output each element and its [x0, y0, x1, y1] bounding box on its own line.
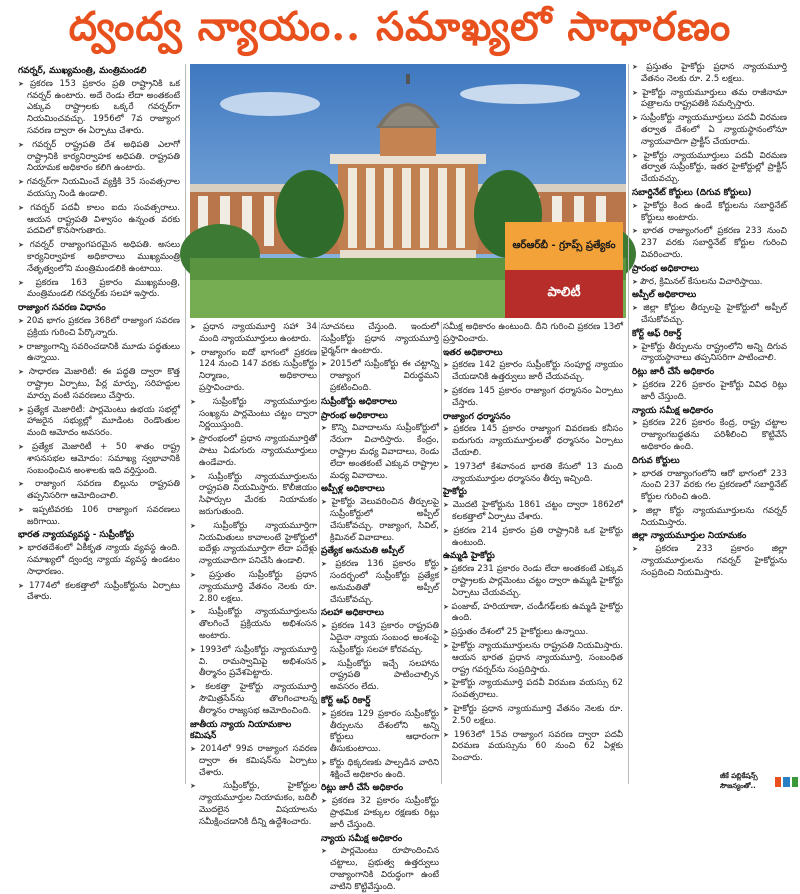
bullet: ➤ ప్రధాన న్యాయమూర్తి సహా 34 మంది న్యాయమూర్తులు ఉంటారు. [190, 322, 317, 346]
section-heading: రిట్లు జారీ చేసే అధికారం [632, 367, 715, 378]
credit-text: జీకే పబ్లికేషన్స్ సౌజన్యంతో.. [720, 772, 758, 790]
logo-square-icon [792, 777, 798, 787]
topic-tag [505, 222, 623, 318]
bullet: ➤ ప్రస్తుతం సుప్రీంకోర్టు ప్రధాన న్యాయమూర్తి వేతనం నెలకు రూ. 2.80 లక్షలు. [190, 570, 317, 605]
bullet: ➤ హైకోర్టు వెలువరించిన తీర్పులపై సుప్రీంకోర్టులో అప్పీల్ చేసుకోవచ్చు. రాజ్యాంగ, సివిల్, క్రిమినల్ వివాదాలు. [321, 497, 439, 544]
section-heading: దిగువ కోర్టులు [632, 455, 680, 466]
bullet: ➤ 1993లో సుప్రీంకోర్టు న్యాయమూర్తి వి. రామస్వామిపై అభిశంసన తీర్మానం ప్రవేశపెట్టారు. [190, 645, 317, 680]
sub-heading: కోర్ట్ ఆఫ్ రికార్డ్ [321, 695, 371, 706]
bullet: ➤ ఇప్పటివరకు 106 రాజ్యాంగ సవరణలు జరిగాయి. [18, 505, 180, 529]
bullet: ➤ పార్లమెంటు రూపొందించిన చట్టాలు, ప్రభుత్వ ఉత్తర్వులు రాజ్యాంగానికి విరుద్ధంగా ఉంటే వాటిని కొట్టివేస్తుంది. [321, 846, 439, 893]
section-heading: కోర్ట్ ఆఫ్ రికార్డ్ [632, 328, 682, 339]
bullet: ➤ ప్రకరణ 136 ప్రకారం కోర్టు సందర్భంలో సుప్రీంకోర్టు ప్రత్యేక అనుమతితో అప్పీల్ చేసుకోవచ్చు. [321, 559, 439, 606]
bullet: ➤ 20వ భాగం ప్రకరణ 368లో రాజ్యాంగ సవరణ ప్రక్రియ గురించి పేర్కొన్నారు. [18, 316, 180, 340]
bullet: ➤ ప్రకరణ 231 ప్రకారం రెండు లేదా అంతకంటే ఎక్కువ రాష్ట్రాలకు పార్లమెంటు చట్టం ద్వారా ఉమ్మడి హైకోర్టు ఏర్పాటు చేయవచ్చు. [443, 564, 623, 599]
bullet: ➤ పౌర, క్రిమినల్ కేసులను విచారిస్తాయి. [632, 277, 787, 289]
column-divider [319, 322, 320, 784]
footer-credit [720, 774, 798, 790]
column-4-content [443, 322, 623, 784]
bullet: ➤ సుప్రీంకోర్టు న్యాయమూర్తుల సంఖ్యను పార్లమెంటు చట్టం ద్వారా నిర్ణయిస్తుంది. [190, 397, 317, 432]
bullet: ➤ సుప్రీంకోర్టు న్యాయమూర్తులు పదవీ విరమణ తర్వాత దేశంలో ఏ న్యాయస్థానంలోనూ న్యాయవాదిగా ప్రాక్టీస్ చేయరాదు. [632, 113, 787, 148]
bullet: ➤ సుప్రీంకోర్టు, హైకోర్టుల న్యాయమూర్తుల నియామకం, బదిలీ మొదలైన విషయాలను సమీక్షించడానికి దీన్ని ఉద్దేశించారు. [190, 781, 317, 828]
bullet: ➤ ప్రస్తుతం దేశంలో 25 హైకోర్టులు ఉన్నాయి. [443, 627, 623, 639]
column-divider [441, 322, 442, 784]
bullet: ➤ పంజాబ్, హరియాణా, చండీగఢ్‌లకు ఉమ్మడి హైకోర్టు ఉంది. [443, 602, 623, 626]
bullet: ➤ కొన్ని వివాదాలను సుప్రీంకోర్టులో నేరుగా విచారిస్తారు. కేంద్రం, రాష్ట్రాల మధ్య వివాదాలు, రెండు లేదా అంతకంటే ఎక్కువ రాష్ట్రాల మధ్య వివాదాలు. [321, 423, 439, 482]
section-heading: సుప్రీంకోర్టు అధికారాలు [321, 396, 398, 407]
bullet: ➤ హైకోర్టు కింద ఉండే కోర్టులను సబార్డినేట్ కోర్టులు అంటారు. [632, 201, 787, 225]
section-heading: భారత న్యాయవ్యవస్థ - సుప్రీంకోర్టు [18, 530, 135, 541]
column-3 [321, 322, 440, 892]
section-heading: హైకోర్టు [443, 487, 467, 498]
bullet: ➤ సాధారణ మెజారిటీ: ఈ పద్ధతి ద్వారా కొత్త రాష్ట్రాల ఏర్పాటు, పేర్ల మార్పు, సరిహద్దుల మార్పు వంటి సవరణలు చేస్తారు. [18, 367, 180, 402]
logo-square-icon [775, 777, 781, 787]
bullet: ➤ సుప్రీంకోర్టు న్యాయమూర్తులను రాష్ట్రపతి నియమిస్తారు. కొలీజియం సిఫార్సుల మేరకు నియామకం జరుగుతుంది. [190, 472, 317, 519]
bullet: ➤ 1963లో 15వ రాజ్యాంగ సవరణ ద్వారా పదవీ విరమణ వయస్సును 60 నుంచి 62 ఏళ్లకు పెంచారు. [443, 730, 623, 765]
bullet: ➤ సుప్రీంకోర్టు న్యాయమూర్తులను తొలగించే ప్రక్రియను అభిశంసన అంటారు. [190, 607, 317, 642]
bullet: ➤ సుప్రీంకోర్టు ఇచ్చే సలహాను రాష్ట్రపతి పాటించాల్సిన అవసరం లేదు. [321, 659, 439, 694]
bullet: ➤ ప్రత్యేక మెజారిటీ: పార్లమెంటు ఉభయ సభల్లో హాజరైన సభ్యుల్లో మూడింట రెండొంతుల మంది ఆమోదం అవసరం. [18, 405, 180, 440]
section-heading: న్యాయ సమీక్ష అధికారం [632, 405, 714, 416]
bullet: ➤ గవర్నర్ పదవీ కాలం ఐదు సంవత్సరాలు. ఆయన రాష్ట్రపతి విశ్వాసం ఉన్నంత వరకు పదవిలో కొనసాగుతారు. [18, 203, 180, 238]
bullet: ➤ మొదటి హైకోర్టును 1861 చట్టం ద్వారా 1862లో కలకత్తాలో ఏర్పాటు చేశారు. [443, 500, 623, 524]
bullet: ➤ ప్రకరణ 129 ప్రకారం సుప్రీంకోర్టు తీర్పులను దేశంలోని అన్ని కోర్టులు ఆధారంగా తీసుకుంటాయి. [321, 709, 439, 756]
bullet: ➤ ప్రకరణ 153 ప్రకారం ప్రతి రాష్ట్రానికి ఒక గవర్నర్ ఉంటారు. అదే రెండు లేదా అంతకంటే ఎక్కువ రాష్ట్రాలకు ఒక్కరే గవర్నర్‌గా నియమించవచ్చు. 1956లో 7వ రాజ్యాంగ సవరణ ద్వారా ఈ ఏర్పాటు చేశారు. [18, 79, 180, 138]
paragraph: సమీక్ష అధికారం ఉంటుంది. దీని గురించి ప్రకరణ 13లో ప్రస్తావించారు. [443, 322, 623, 344]
bullet: ➤ ప్రకరణ 233 ప్రకారం జిల్లా న్యాయమూర్తులను గవర్నర్ హైకోర్టును సంప్రదించి నియమిస్తారు. [632, 544, 787, 579]
bullet: ➤ జిల్లా కోర్టుల తీర్పులపై హైకోర్టులో అప్పీల్ చేసుకోవచ్చు. [632, 303, 787, 327]
sub-heading: ప్రత్యేక అనుమతి అప్పీల్ [321, 546, 404, 557]
bullet: ➤ రాజ్యాంగ సవరణ బిల్లును రాష్ట్రపతి తప్పనిసరిగా ఆమోదించాలి. [18, 479, 180, 503]
bullet: ➤ ప్రకరణ 145 ప్రకారం రాజ్యాంగ వివరణకు కనీసం ఐదుగురు న్యాయమూర్తులతో ధర్మాసనం ఏర్పాటు చేయాలి. [443, 424, 623, 459]
paragraph: సూచనలు చేస్తుంది. ఇందులో సుప్రీంకోర్టు ప్రధాన న్యాయమూర్తి ఛైర్మన్‌గా ఉంటారు. [321, 322, 439, 356]
bullet: ➤ హైకోర్టు న్యాయమూర్తులు తమ రాజీనామా పత్రాలను రాష్ట్రపతికి సమర్పిస్తారు. [632, 88, 787, 112]
bullet: ➤ ప్రకరణ 226 ప్రకారం కేంద్ర, రాష్ట్ర చట్టాల రాజ్యాంగబద్ధతను పరిశీలించి కొట్టివేసే అధికారం ఉంది. [632, 418, 787, 453]
section-heading: అప్పీల్ అధికారాలు [632, 290, 697, 301]
sub-heading: రిట్లు జారీ చేసే అధికారం [321, 783, 404, 794]
bullet: ➤ కోర్టు ధిక్కరణకు పాల్పడిన వారిని శిక్షించే అధికారం ఉంది. [321, 758, 439, 782]
section-heading: జాతీయ న్యాయ నియామకాల కమిషన్ [190, 719, 292, 742]
bullet: ➤ హైకోర్టు తీర్పులను రాష్ట్రంలోని అన్ని దిగువ న్యాయస్థానాలు తప్పనిసరిగా పాటించాలి. [632, 342, 787, 366]
bullet: ➤ హైకోర్టు న్యాయమూర్తులు పదవీ విరమణ తర్వాత సుప్రీంకోర్టు, ఇతర హైకోర్టుల్లో ప్రాక్టీస్ చేయవచ్చు. [632, 151, 787, 186]
section-heading: రాజ్యాంగ ధర్మాసనం [443, 411, 511, 422]
bullet: ➤ ప్రకరణ 145 ప్రకారం రాజ్యాంగ ధర్మాసనం ఏర్పాటు చేస్తారు. [443, 386, 623, 410]
subject-tag: పాలిటీ [505, 270, 623, 318]
sub-heading: సలహా అధికారాలు [321, 608, 384, 619]
bullet: ➤ హైకోర్టు న్యాయమూర్తి పదవీ విరమణ వయస్సు 62 సంవత్సరాలు. [443, 678, 623, 702]
column-2 [190, 322, 318, 827]
bullet: ➤ ప్రకరణ 214 ప్రకారం ప్రతి రాష్ట్రానికి ఒక హైకోర్టు ఉంటుంది. [443, 526, 623, 550]
column-divider [185, 64, 186, 784]
bullet: ➤ 1973లో కేశవానంద భారతి కేసులో 13 మంది న్యాయమూర్తుల ధర్మాసనం తీర్పు ఇచ్చింది. [443, 462, 623, 486]
column-6 [632, 62, 787, 782]
sub-heading: న్యాయ సమీక్ష అధికారం [321, 833, 403, 844]
bullet: ➤ ప్రస్తుతం హైకోర్టు ప్రధాన న్యాయమూర్తి వేతనం నెలకు రూ. 2.5 లక్షలు. [632, 62, 787, 86]
sub-heading: అప్పీళ్ల అధికారాలు [321, 484, 385, 495]
bullet: ➤ గవర్నర్‌గా నియమించే వ్యక్తికి 35 సంవత్సరాల వయస్సు నిండి ఉండాలి. [18, 177, 180, 201]
bullet: ➤ సుప్రీంకోర్టు న్యాయమూర్తిగా నియమితులు కావాలంటే హైకోర్టులో ఐదేళ్లు న్యాయమూర్తిగా లేదా పదేళ్లు న్యాయవాదిగా పనిచేసి ఉండాలి. [190, 521, 317, 568]
section-heading: జిల్లా న్యాయమూర్తుల నియామకం [632, 531, 747, 542]
section-heading: ఉమ్మడి హైకోర్టు [443, 551, 495, 562]
bullet: ➤ 1774లో కలకత్తాలో సుప్రీంకోర్టును ఏర్పాటు చేశారు. [18, 581, 180, 605]
bullet: ➤ ప్రకరణ 143 ప్రకారం రాష్ట్రపతి ఏదైనా న్యాయ సంబంధ అంశంపై సుప్రీంకోర్టు సలహా కోరవచ్చు. [321, 621, 439, 656]
bullet: ➤ హైకోర్టు న్యాయమూర్తులను రాష్ట్రపతి నియమిస్తారు. ఆయన భారత ప్రధాన న్యాయమూర్తి, సంబంధిత రాష్ట్ర గవర్నర్‌ను సంప్రదిస్తారు. [443, 641, 623, 676]
section-heading: ప్రారంభ అధికారాలు [632, 263, 699, 274]
bullet: ➤ ప్రత్యేక మెజారిటీ + 50 శాతం రాష్ట్ర శాసనసభల ఆమోదం: సమాఖ్య స్వభావానికి సంబంధించిన అంశాలకు ఇది వర్తిస్తుంది. [18, 442, 180, 477]
sub-heading: ప్రారంభ అధికారాలు [321, 410, 388, 421]
section-heading: రాజ్యాంగ సవరణ విధానం [18, 303, 106, 314]
section-heading: ఇతర అధికారాలు [443, 347, 503, 358]
bullet: ➤ 2014లో 99వ రాజ్యాంగ సవరణ ద్వారా ఈ కమిషన్‌ను ఏర్పాటు చేశారు. [190, 744, 317, 779]
bullet: ➤ ప్రకరణ 163 ప్రకారం ముఖ్యమంత్రి, మంత్రిమండలి గవర్నర్‌కు సలహా ఇస్తారు. [18, 278, 180, 302]
bullet: ➤ భారత రాజ్యాంగంలో ప్రకరణ 233 నుంచి 237 వరకు సబార్డినేట్ కోర్టుల గురించి వివరించారు. [632, 226, 787, 261]
bullet: ➤ ప్రకరణ 226 ప్రకారం హైకోర్టు వివిధ రిట్లు జారీ చేస్తుంది. [632, 380, 787, 404]
bullet: ➤ భారత రాజ్యాంగంలోని ఆరో భాగంలో 233 నుంచి 237 వరకు గల ప్రకరణలో సబార్డినేట్ కోర్టుల గురించి ఉంది. [632, 469, 787, 504]
bullet: ➤ హైకోర్టు ప్రధాన న్యాయమూర్తి వేతనం నెలకు రూ. 2.50 లక్షలు. [443, 704, 623, 728]
exam-tag: ఆర్‌ఆర్‌బీ - గ్రూప్స్ ప్రత్యేకం [505, 222, 623, 270]
bullet: ➤ 2015లో సుప్రీంకోర్టు ఈ చట్టాన్ని రాజ్యాంగ విరుద్ధమని ప్రకటించింది. [321, 359, 439, 394]
column-divider [628, 64, 629, 784]
bullet: ➤ ప్రకరణ 142 ప్రకారం సుప్రీంకోర్టు సంపూర్ణ న్యాయం చేయడానికి ఉత్తర్వులు జారీ చేయవచ్చు. [443, 360, 623, 384]
bullet: ➤ గవర్నర్ రాజ్యాంగపరమైన అధిపతి. అసలు కార్యనిర్వాహక అధికారాలు ముఖ్యమంత్రి నేతృత్వంలోని మంత్రిమండలికి ఉంటాయి. [18, 240, 180, 275]
logo-square-icon [783, 777, 789, 787]
column-1 [18, 64, 180, 784]
headline: ద్వంద్వ న్యాయం.. సమాఖ్యలో సాధారణం [0, 0, 800, 62]
bullet: ➤ జిల్లా కోర్టు న్యాయమూర్తులను గవర్నర్ నియమిస్తారు. [632, 506, 787, 530]
bullet: ➤ రాజ్యాంగాన్ని సవరించడానికి మూడు పద్ధతులు ఉన్నాయి. [18, 342, 180, 366]
bullet: ➤ ప్రారంభంలో ప్రధాన న్యాయమూర్తితో పాటు ఏడుగురు న్యాయమూర్తులు ఉండేవారు. [190, 434, 317, 469]
section-heading: గవర్నర్, ముఖ్యమంత్రి, మంత్రిమండలి [18, 66, 147, 76]
bullet: ➤ కలకత్తా హైకోర్టు న్యాయమూర్తి సౌమిత్రసేన్‌ను తొలగించాలన్న తీర్మానం రాజ్యసభ ఆమోదించింది. [190, 682, 317, 717]
bullet: ➤ ప్రకరణ 32 ప్రకారం సుప్రీంకోర్టు ప్రాథమిక హక్కుల రక్షణకు రిట్లు జారీ చేస్తుంది. [321, 796, 439, 831]
bullet: ➤ గవర్నర్ రాష్ట్రపతి దేశ అధిపతి ఎలాగో రాష్ట్రానికి కార్యనిర్వాహక అధిపతి. రాష్ట్రపతి నియామక అధికారం కలిగి ఉంటారు. [18, 140, 180, 175]
bullet: ➤ రాజ్యాంగం ఐదో భాగంలో ప్రకరణ 124 నుంచి 147 వరకు సుప్రీంకోర్టు నిర్మాణం, అధికారాలు ప్రస్తావించారు. [190, 348, 317, 395]
section-heading: సబార్డినేట్ కోర్టులు (దిగువ కోర్టులు) [632, 187, 752, 198]
bullet: ➤ భారతదేశంలో ఏకీకృత న్యాయ వ్యవస్థ ఉంది. సమాఖ్యలో ద్వంద్వ న్యాయ వ్యవస్థ ఉండటం సాధారణం. [18, 543, 180, 578]
